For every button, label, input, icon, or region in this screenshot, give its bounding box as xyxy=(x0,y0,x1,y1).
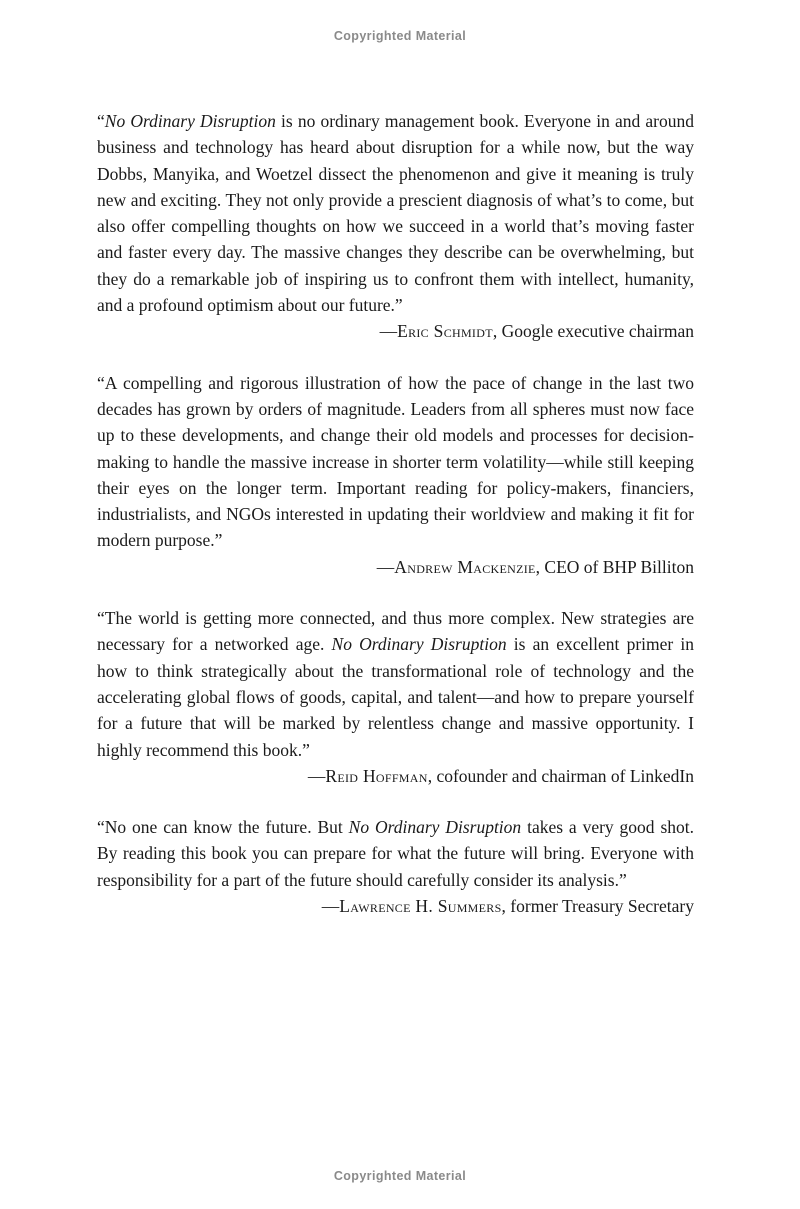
quote-text: — xyxy=(379,321,398,342)
quote-text: takes a very good shot. By reading this book you can prepare for what the future will bring. Everyone with responsibility for a part of the future should carefully consider its analysis.” xyxy=(97,817,694,890)
endorser-name: Lawrence H. Summers xyxy=(339,896,502,917)
quote-body xyxy=(97,370,694,554)
quote-text: — xyxy=(376,556,395,577)
quote-text: “No one can know the future. But xyxy=(97,817,349,838)
endorser-name: Reid Hoffman xyxy=(325,765,428,786)
book-title-italic: No Ordinary Disruption xyxy=(348,817,522,838)
quote-text: “The world is getting more connected, and thus more complex. New strategies are necessary for a networked age. xyxy=(97,608,694,655)
quote-text: — xyxy=(321,896,340,917)
quote-text: “A compelling and rigorous illustration of how the pace of change in the last two decades has grown by orders of magnitude. Leaders from all spheres must now face up to these developments, and change their old models and processes for decision-making to handle the massive increase in shorter term volatility—while still keeping their eyes on the longer term. Important reading for policy-makers, financiers, industrialists, and NGOs interested in updating their worldview and making it fit for modern purpose.” xyxy=(97,372,694,551)
quote-body xyxy=(97,814,694,893)
quote-text: is an excellent primer in how to think strategically about the transformational role of technology and the accelerating global flows of goods, capital, and talent—and how to prepare yourself for a future that will be marked by relentless change and massive opportunity. I highly recommend this book.” xyxy=(97,634,694,760)
copyright-notice-bottom: Copyrighted Material xyxy=(333,1169,467,1183)
endorsement-quote xyxy=(97,814,694,919)
endorser-name: Andrew Mackenzie xyxy=(394,556,536,577)
quote-text: is no ordinary management book. Everyone in and around business and technology has heard about disruption for a while now, but the way Dobbs, Manyika, and Woetzel dissect the phenomenon and give it meaning is truly new and exciting. They not only provide a prescient diagnosis of what’s to come, but also offer compelling thoughts on how we succeed in a world that’s moving faster and faster every day. The massive changes they describe can be overwhelming, but they do a remarkable job of inspiring us to confront them with intellect, humanity, and a profound optimism about our future.” xyxy=(97,111,694,316)
quote-attribution xyxy=(97,763,694,789)
book-title-italic: No Ordinary Disruption xyxy=(331,634,507,655)
quote-text: , former Treasury Secretary xyxy=(501,896,694,917)
endorsements-section xyxy=(97,108,694,919)
quote-attribution xyxy=(97,554,694,580)
book-title-italic: No Ordinary Disruption xyxy=(104,111,276,131)
endorser-name: Eric Schmidt xyxy=(397,321,493,342)
quote-body xyxy=(97,108,694,318)
quote-attribution xyxy=(97,318,694,344)
quote-text: , Google executive chairman xyxy=(492,321,694,342)
endorsement-quote xyxy=(97,605,694,789)
quote-text: , CEO of BHP Billiton xyxy=(535,556,694,577)
quote-text: , cofounder and chairman of LinkedIn xyxy=(427,765,694,786)
endorsement-quote xyxy=(97,370,694,580)
endorsement-quote xyxy=(97,108,694,345)
quote-text: — xyxy=(307,765,326,786)
quote-attribution xyxy=(97,893,694,919)
copyright-notice-top: Copyrighted Material xyxy=(333,29,467,43)
quote-text: “ xyxy=(97,111,105,131)
quote-body xyxy=(97,605,694,763)
